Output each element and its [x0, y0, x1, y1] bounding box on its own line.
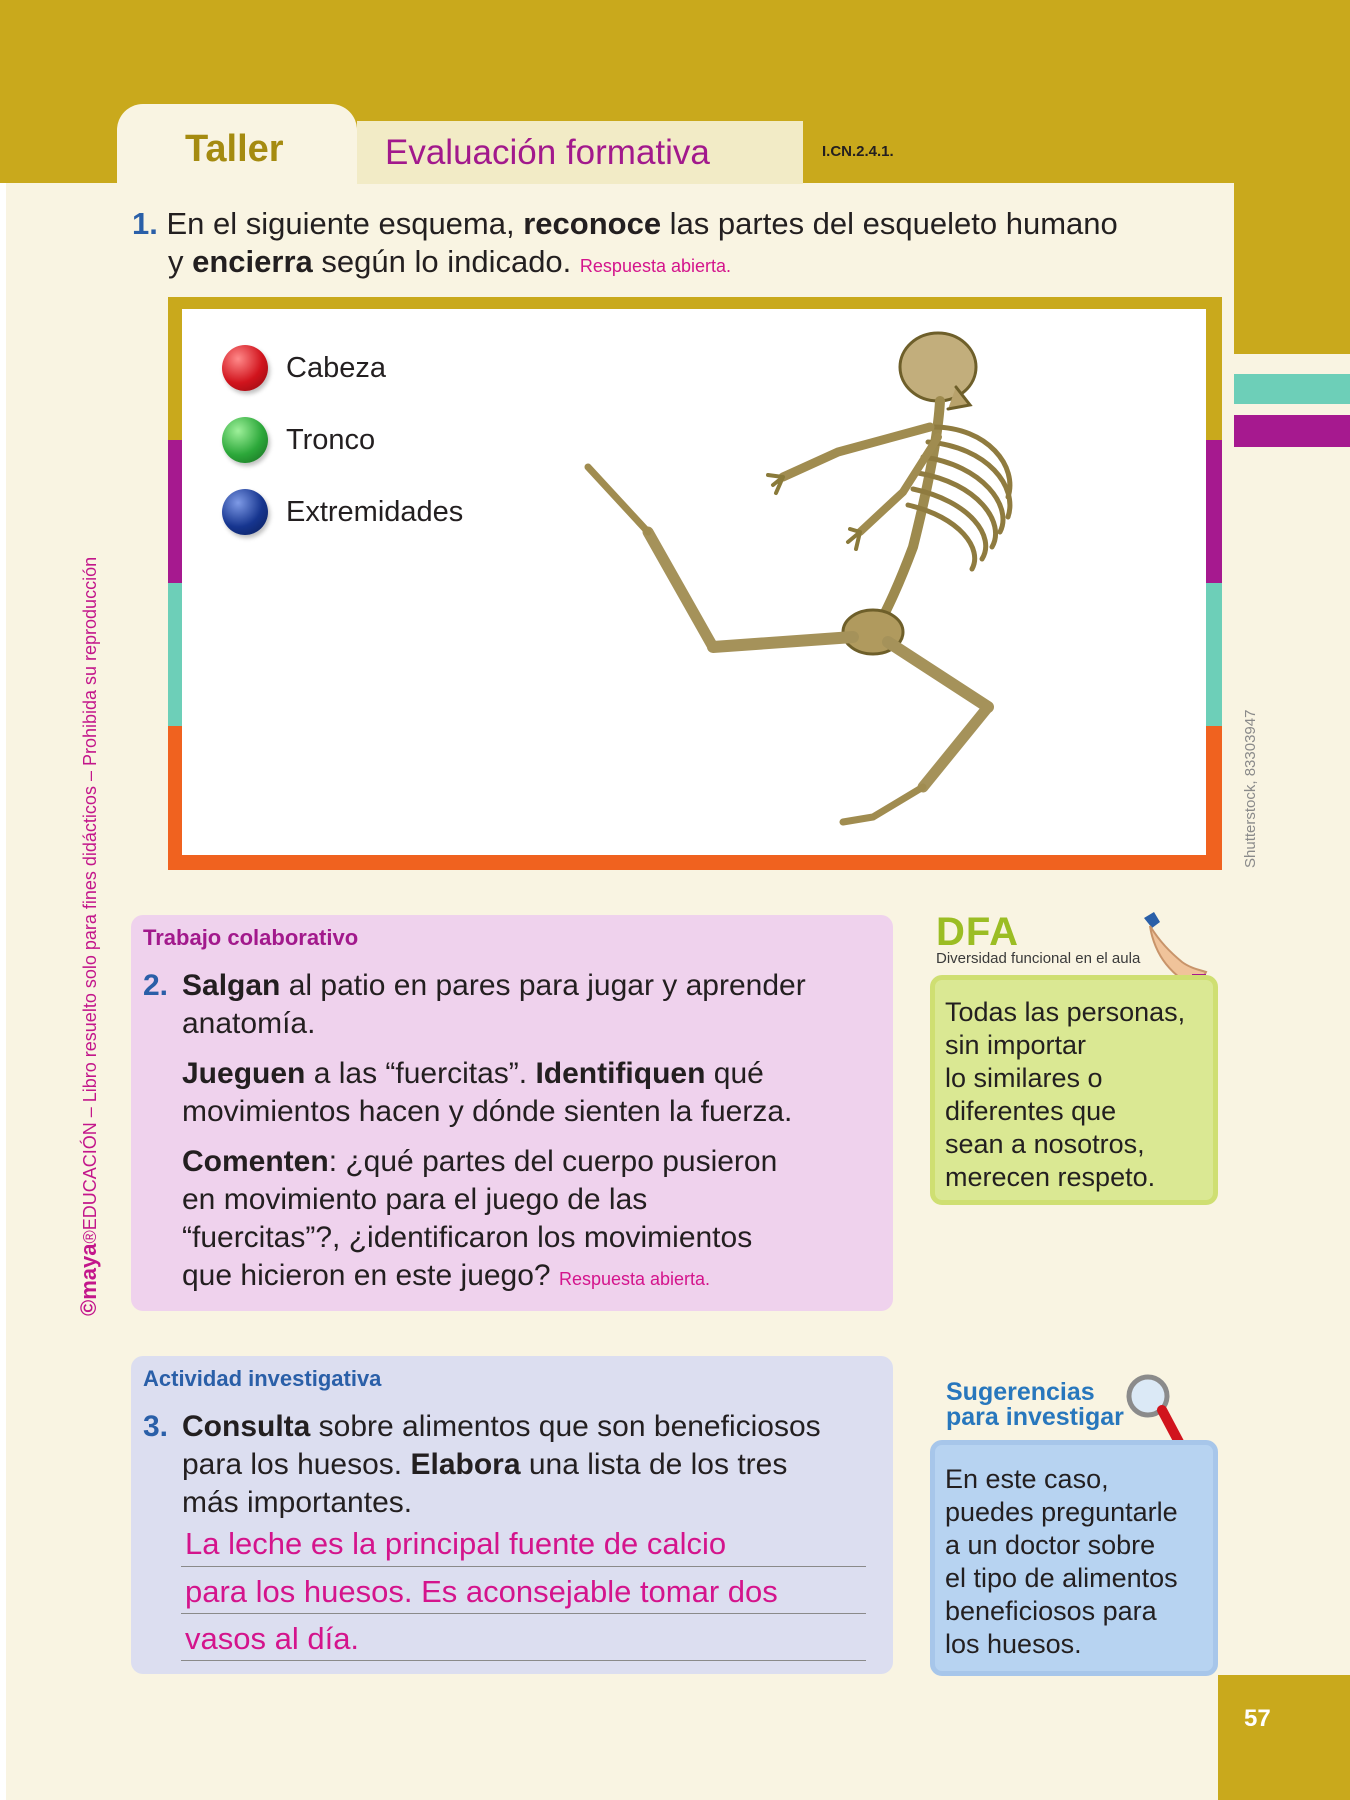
- sugerencias-title: [946, 1380, 1124, 1430]
- answer-line-1: La leche es la principal fuente de calcio: [185, 1526, 727, 1561]
- question-number: 3.: [143, 1410, 169, 1443]
- sug-line: beneficiosos para: [945, 1596, 1157, 1626]
- q1-text-1: En el siguiente esquema,: [166, 206, 524, 241]
- verb-consulta: Consulta: [182, 1410, 311, 1443]
- skeleton-frame: [168, 297, 1222, 870]
- p3-text: : ¿qué partes del cuerpo pusieron: [328, 1145, 778, 1178]
- dfa-line: lo similares o: [945, 1063, 1103, 1093]
- p2-text-3: movimientos hacen y dónde sienten la fuerza.: [182, 1095, 793, 1128]
- q3-text-2: para los huesos.: [182, 1448, 411, 1481]
- verb-jueguen: Jueguen: [182, 1057, 306, 1090]
- p3-line-4: que hicieron en este juego?: [182, 1259, 559, 1292]
- dfa-box: [930, 975, 1218, 1205]
- actividad-investigativa-box: [131, 1356, 893, 1674]
- stripe-magenta: [1234, 415, 1350, 447]
- tab-evaluacion: [357, 121, 803, 184]
- verb-comenten: Comenten: [182, 1145, 329, 1178]
- open-answer-note: Respuesta abierta.: [558, 1269, 711, 1289]
- page-number-box: [1218, 1675, 1350, 1800]
- answer-line-2: para los huesos. Es aconsejable tomar dos: [185, 1574, 778, 1609]
- blue-dot-icon: [222, 489, 268, 535]
- verb-elabora: Elabora: [410, 1448, 521, 1481]
- dfa-line: Todas las personas,: [945, 997, 1186, 1027]
- stripe-teal: [1234, 374, 1350, 404]
- sug-line: a un doctor sobre: [945, 1530, 1156, 1560]
- sug-title-line-2: para investigar: [946, 1403, 1124, 1431]
- writing-line: [181, 1566, 866, 1567]
- right-band: [1234, 0, 1350, 354]
- tab-evaluacion-label: Evaluación formativa: [385, 133, 710, 172]
- green-dot-icon: [222, 417, 268, 463]
- q1-text-4: según lo indicado.: [312, 244, 572, 279]
- sug-line: los huesos.: [945, 1629, 1082, 1659]
- sug-line: el tipo de alimentos: [945, 1563, 1178, 1593]
- tab-taller: [117, 104, 357, 184]
- legend-label-extremidades: Extremidades: [286, 496, 464, 528]
- page-number: 57: [1244, 1705, 1271, 1732]
- sug-text: [945, 1463, 1178, 1661]
- question-1: [132, 205, 1232, 243]
- indicator-code: I.CN.2.4.1.: [822, 143, 894, 160]
- p3-line-3: “fuercitas”?, ¿identificaron los movimientos: [182, 1221, 753, 1254]
- dfa-line: sin importar: [945, 1030, 1087, 1060]
- trabajo-colaborativo-box: [131, 915, 893, 1311]
- q1-verb-reconoce: reconoce: [523, 206, 662, 241]
- dfa-line: merecen respeto.: [945, 1162, 1156, 1192]
- q1-text-3: y: [168, 244, 193, 279]
- dfa-line: diferentes que: [945, 1096, 1117, 1126]
- question-number: 1.: [132, 206, 158, 241]
- red-dot-icon: [222, 345, 268, 391]
- verb-salgan: Salgan: [182, 969, 281, 1002]
- sug-line: En este caso,: [945, 1464, 1109, 1494]
- question-1-line-2: [168, 243, 731, 285]
- dfa-subtitle: Diversidad funcional en el aula: [936, 950, 1141, 967]
- verb-identifiquen: Identifiquen: [535, 1057, 706, 1090]
- sugerencias-box: [930, 1440, 1218, 1676]
- tab-taller-label: Taller: [185, 128, 284, 170]
- box-title-colaborativo: Trabajo colaborativo: [143, 925, 359, 950]
- p3-line-2: en movimiento para el juego de las: [182, 1183, 648, 1216]
- p2-text-1: a las “fuercitas”.: [305, 1057, 536, 1090]
- dfa-abbr: DFA: [936, 910, 1019, 954]
- writing-line: [181, 1660, 866, 1661]
- brand-maya: ©maya: [76, 1243, 101, 1316]
- open-answer-note: Respuesta abierta.: [579, 256, 732, 276]
- q3-text-4: más importantes.: [182, 1486, 413, 1519]
- question-number: 2.: [143, 969, 169, 1002]
- box-title-investigativa: Actividad investigativa: [143, 1366, 382, 1391]
- p1-text-2: anatomía.: [182, 1007, 316, 1040]
- q1-verb-encierra: encierra: [192, 244, 313, 279]
- sug-title-line-1: Sugerencias: [946, 1378, 1095, 1406]
- skeleton-icon: [568, 317, 1208, 857]
- dfa-text: [945, 996, 1185, 1194]
- p2-text-2: qué: [705, 1057, 764, 1090]
- writing-line: [181, 1613, 866, 1614]
- q1-text-2: las partes del esqueleto humano: [661, 206, 1118, 241]
- sug-line: puedes preguntarle: [945, 1497, 1178, 1527]
- legend-label-cabeza: Cabeza: [286, 352, 386, 384]
- q3-text-3: una lista de los tres: [520, 1448, 788, 1481]
- photo-credit: Shutterstock, 83303947: [1242, 709, 1259, 868]
- answer-line-3: vasos al día.: [185, 1621, 360, 1656]
- dfa-line: sean a nosotros,: [945, 1129, 1145, 1159]
- copyright-text: ®EDUCACIÓN – Libro resuelto solo para fines didácticos – Prohibida su reproducción: [80, 556, 100, 1244]
- copyright-vertical: [76, 557, 102, 1316]
- legend-label-tronco: Tronco: [286, 424, 376, 456]
- q3-text-1: sobre alimentos que son beneficiosos: [310, 1410, 821, 1443]
- page-edge: [0, 0, 6, 1800]
- p1-text: al patio en pares para jugar y aprender: [280, 969, 806, 1002]
